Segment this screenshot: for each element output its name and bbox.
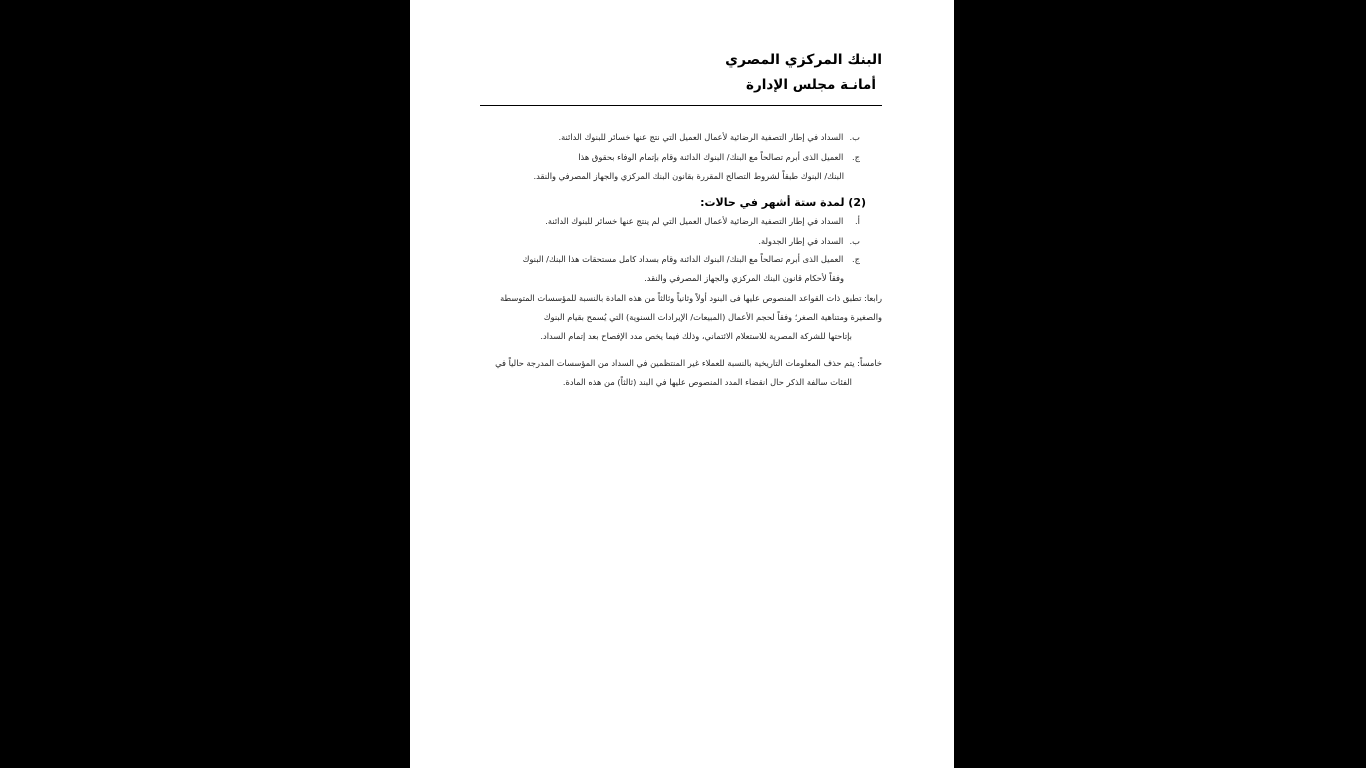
item-text-continuation: البنك/ البنوك طبقاً لشروط التصالح المقررة بقانون البنك المركزي والجهاز المصرفي والنقد.	[533, 171, 844, 181]
clause-fifth	[495, 357, 882, 369]
clause-text-continuation: والصغيرة ومتناهية الصغر؛ وفقاً لحجم الأعمال (المبيعات/ الإيرادات السنوية) التي يُسمح بقيام البنوك	[543, 312, 882, 322]
item-text: السداد في إطار الجدولة.	[758, 236, 844, 246]
department-title: أمانـة مجلس الإدارة	[746, 77, 876, 93]
clause-label: رابعا:	[864, 293, 882, 303]
list-item	[558, 131, 860, 143]
item-text: السداد في إطار التصفية الرضائية لأعمال العميل التي نتج عنها خسائر للبنوك الدائنة.	[558, 132, 844, 142]
item-marker: ج.	[852, 254, 860, 264]
section-title: (2) لمدة ستة أشهر في حالات:	[700, 196, 866, 209]
clause-text-continuation: بإتاحتها للشركة المصرية للاستعلام الائتماني، وذلك فيما يخص مدد الإفصاح بعد إتمام السداد.	[540, 331, 852, 341]
clause-fourth	[500, 292, 882, 304]
list-item	[578, 151, 860, 163]
clause-text-continuation: الفئات سالفة الذكر حال انقضاء المدد المنصوص عليها في البند (ثالثاً) من هذه المادة.	[562, 377, 852, 387]
item-marker: ب.	[849, 236, 860, 246]
clause-text: تطبق ذات القواعد المنصوص عليها فى البنود أولاً وثانياً وثالثاً من هذه المادة بالنسبة للمؤسسات المتوسطة	[500, 293, 862, 303]
header-divider	[480, 105, 882, 106]
item-marker: أ.	[855, 216, 860, 226]
item-text: العميل الذى أبرم تصالحاً مع البنك/ البنوك الدائنة وقام بسداد كامل مستحقات هذا البنك/ البنوك	[522, 254, 844, 264]
clause-label: خامساً:	[857, 358, 882, 368]
clause-text: يتم حذف المعلومات التاريخية بالنسبة للعملاء غير المنتظمين في السداد من المؤسسات المدرجة حالياً في	[495, 358, 855, 368]
organization-title: البنك المركزي المصري	[725, 52, 882, 68]
item-marker: ب.	[849, 132, 860, 142]
item-text: العميل الذى أبرم تصالحاً مع البنك/ البنوك الدائنة وقام بإتمام الوفاء بحقوق هذا	[578, 152, 844, 162]
list-item	[758, 235, 860, 247]
list-item	[545, 215, 860, 227]
list-item	[523, 253, 860, 265]
document-page	[410, 0, 954, 768]
item-marker: ج.	[852, 152, 860, 162]
item-text: السداد في إطار التصفية الرضائية لأعمال العميل التي لم ينتج عنها خسائر للبنوك الدائنة.	[545, 216, 844, 226]
item-text-continuation: وفقاً لأحكام قانون البنك المركزي والجهاز المصرفي والنقد.	[644, 273, 844, 283]
